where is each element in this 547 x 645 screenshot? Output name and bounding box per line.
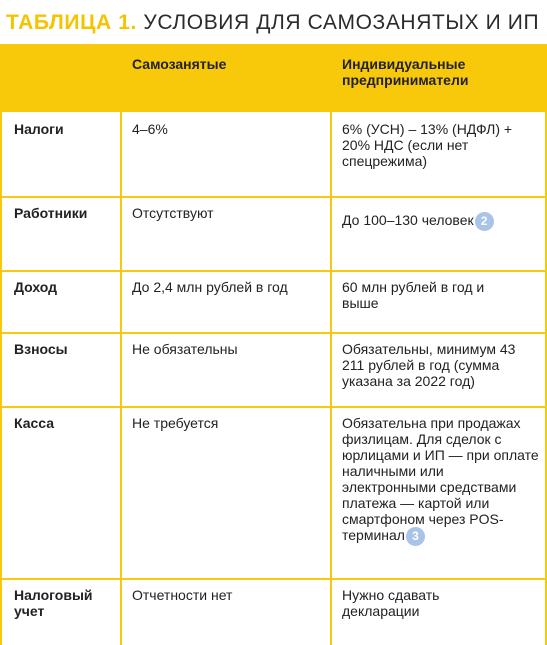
table-title xyxy=(6,8,546,38)
cell-self-cash-register: Не требуется xyxy=(132,415,219,431)
row-label-workers: Работники xyxy=(14,205,88,221)
footnote-badge[interactable]: 2 xyxy=(475,212,494,231)
cell-self-workers: Отсутствуют xyxy=(132,205,214,221)
footnote-badge[interactable]: 3 xyxy=(406,527,425,546)
cell-self-income: До 2,4 млн рублей в год xyxy=(132,279,288,295)
cell-ip-cash-register-text: Обязательна при продажах физлицам. Для сделок с юрлицами и ИП — при оплате наличными или электронными средствами платежа — картой или смартфоном через POS-терминал xyxy=(342,415,539,544)
header-cell-entrepreneurs xyxy=(330,44,547,112)
row-divider xyxy=(0,578,547,580)
table-caption: УСЛОВИЯ ДЛЯ САМОЗАНЯТЫХ И ИП xyxy=(143,11,540,34)
row-divider xyxy=(0,270,547,272)
header-entrepreneurs-label: Индивидуальные предприниматели xyxy=(342,56,469,88)
cell-ip-workers xyxy=(330,196,547,270)
row-label-taxes: Налоги xyxy=(14,121,64,137)
row-label-cash-register: Касса xyxy=(14,415,55,431)
cell-self-taxes: 4–6% xyxy=(132,121,168,137)
header-cell-empty xyxy=(0,44,120,112)
table-border-left xyxy=(0,44,2,645)
cell-ip-cash-register xyxy=(330,406,547,578)
row-label-income: Доход xyxy=(14,279,58,295)
table-number: ТАБЛИЦА 1. xyxy=(6,11,137,34)
table-row xyxy=(0,332,547,406)
cell-ip-taxes: 6% (УСН) – 13% (НДФЛ) + 20% НДС (если нет спецрежима) xyxy=(342,121,513,169)
header-cell-self-employed: Самозанятые xyxy=(132,56,227,72)
table-row xyxy=(0,270,547,332)
cell-ip-contributions: Обязательны, минимум 43 211 рублей в год (сумма указана за 2022 год) xyxy=(342,341,516,389)
cell-self-contributions: Не обязательны xyxy=(132,341,238,357)
row-divider xyxy=(0,196,547,198)
row-label-contributions: Взносы xyxy=(14,341,68,357)
row-label-tax-accounting: Налоговый учет xyxy=(14,587,93,619)
cell-self-tax-accounting: Отчетности нет xyxy=(132,587,233,603)
column-divider xyxy=(330,44,332,645)
cell-ip-tax-accounting: Нужно сдавать декларации xyxy=(342,587,440,619)
table-row xyxy=(0,196,547,270)
cell-ip-income: 60 млн рублей в год и выше xyxy=(342,279,485,311)
table-row xyxy=(0,112,547,196)
cell-ip-workers-text: До 100–130 человек xyxy=(342,212,474,229)
table-row xyxy=(0,406,547,578)
row-divider xyxy=(0,332,547,334)
table-header-row xyxy=(0,44,547,112)
table-row xyxy=(0,578,547,645)
row-divider xyxy=(0,406,547,408)
column-divider xyxy=(120,44,122,645)
